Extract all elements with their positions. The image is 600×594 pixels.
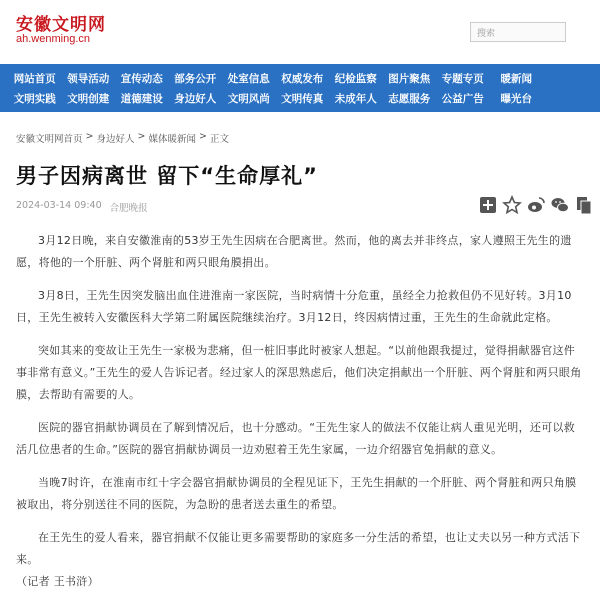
site-header (0, 0, 600, 62)
breadcrumb-current: 正文 (209, 134, 229, 145)
nav-item-topics[interactable]: 专题专页 (441, 73, 484, 85)
nav-item-fax[interactable]: 文明传真 (281, 93, 324, 105)
nav-item-warm-news[interactable]: 暖新闻 (500, 73, 532, 85)
search-input[interactable]: 搜索 (470, 22, 566, 42)
nav-item-leaders[interactable]: 领导活动 (67, 73, 110, 85)
nav-item-volunteer[interactable]: 志愿服务 (388, 93, 431, 105)
nav-item-home[interactable]: 网站首页 (13, 73, 56, 85)
weibo-icon[interactable] (526, 195, 546, 215)
nav-item-good-people[interactable]: 身边好人 (174, 93, 217, 105)
nav-item-affairs[interactable]: 部务公开 (174, 73, 217, 85)
article-paragraph: 在王先生的爱人看来，器官捐献不仅能让更多需要帮助的家庭多一分生活的希望，也让丈夫以另一种方式活下来。 (16, 531, 581, 566)
nav-item-civility[interactable]: 文明风尚 (227, 93, 270, 105)
nav-item-morality[interactable]: 道德建设 (120, 93, 163, 105)
nav-item-office-info[interactable]: 处室信息 (227, 73, 270, 85)
article-paragraph: 当晚7时许，在淮南市红十字会器官捐献协调员的全程见证下，王先生捐献的一个肝脏、两个肾脏和两只角膜被取出，将分别送往不同的医院，为急盼的患者送去重生的希望。 (16, 476, 577, 511)
breadcrumb-good-people[interactable]: 身边好人 (96, 134, 135, 145)
article-paragraph: 3月12日晚，来自安徽淮南的53岁王先生因病在合肥离世。然而，他的离去并非终点，家人遵照王先生的遗愿，将他的一个肝脏、两个肾脏和两只眼角膜捐出。 (16, 234, 572, 269)
nav-row-1 (8, 69, 598, 91)
nav-item-exposure[interactable]: 曝光台 (500, 93, 532, 105)
article-source: 合肥晚报 (109, 203, 148, 214)
star-icon[interactable] (502, 195, 522, 215)
nav-item-publicity[interactable]: 宣传动态 (120, 73, 163, 85)
nav-item-photos[interactable]: 图片聚焦 (388, 73, 431, 85)
breadcrumb (16, 131, 229, 145)
nav-item-discipline[interactable]: 纪检监察 (334, 73, 377, 85)
wechat-icon[interactable] (550, 195, 570, 215)
nav-item-minors[interactable]: 未成年人 (334, 93, 377, 105)
article-byline: （记者 王书浒） (16, 575, 99, 588)
breadcrumb-warm-news[interactable]: 媒体暖新闻 (148, 134, 196, 145)
article-body (16, 230, 586, 594)
share-bar (478, 195, 594, 215)
site-domain: ah.wenming.cn (16, 33, 90, 45)
article-paragraph: 医院的器官捐献协调员在了解到情况后，也十分感动。“王先生家人的做法不仅能让病人重见光明，还可以救活几位患者的生命。”医院的器官捐献协调员一边劝慰着王先生家属，一边介绍器官兔捐献的意义。 (16, 421, 576, 456)
site-logo[interactable]: 安徽文明网 (16, 15, 106, 35)
nav-item-practice[interactable]: 文明实践 (13, 93, 56, 105)
article-date: 2024-03-14 09:40 (16, 200, 102, 211)
article-meta (16, 200, 148, 214)
article-paragraph: 3月8日，王先生因突发脑出血住进淮南一家医院，当时病情十分危重，虽经全力抢救但仍不见好转。3月10日，王先生被转入安徽医科大学第二附属医院继续治疗。3月12日，终因病情过重，王先生的生命就此定格。 (16, 289, 572, 324)
article-paragraph: 突如其来的变故让王先生一家极为悲痛，但一桩旧事此时被家人想起。“以前他跟我提过，觉得捐献器官这件事非常有意义。”王先生的爱人告诉记者。经过家人的深思熟虑后，他们决定捐献出一个肝脏、两个肾脏和两只眼角膜，去帮助有需要的人。 (16, 344, 582, 401)
nav-item-creation[interactable]: 文明创建 (67, 93, 110, 105)
nav-row-2 (8, 89, 598, 111)
nav-item-public-ads[interactable]: 公益广告 (441, 93, 484, 105)
main-nav (0, 64, 600, 112)
nav-item-releases[interactable]: 权威发布 (281, 73, 324, 85)
breadcrumb-home[interactable]: 安徽文明网首页 (16, 134, 83, 145)
breadcrumb-separator: > (137, 131, 146, 142)
breadcrumb-separator: > (85, 131, 94, 142)
page-title: 男子因病离世 留下“生命厚礼” (16, 164, 318, 188)
copy-icon[interactable] (574, 195, 594, 215)
plus-icon[interactable] (478, 195, 498, 215)
breadcrumb-separator: > (198, 131, 207, 142)
